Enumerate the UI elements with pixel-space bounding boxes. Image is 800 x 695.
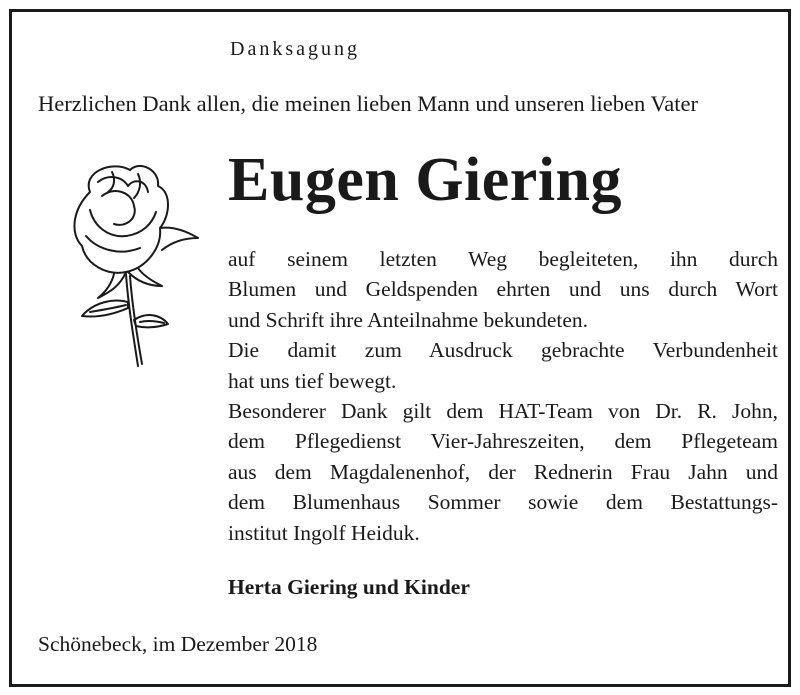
obituary-notice <box>9 9 791 687</box>
message-line: und Schrift ihre Anteilnahme bekundeten. <box>228 307 589 332</box>
message-line: Besonderer Dank gilt dem HAT-Team von Dr. R. John, <box>228 398 778 423</box>
message-line: dem Pflegedienst Vier-Jahreszeiten, dem Pflegeteam <box>228 429 778 454</box>
message-line: institut Ingolf Heiduk. <box>228 520 420 545</box>
heading: Danksagung <box>230 38 360 60</box>
place-date: Schönebeck, im Dezember 2018 <box>38 632 318 656</box>
rose-icon <box>42 152 202 372</box>
message-line: Blumen und Geldspenden ehrten und uns durch Wort <box>228 277 778 302</box>
deceased-name: Eugen Giering <box>228 146 623 214</box>
message-line: dem Blumenhaus Sommer sowie dem Bestattungs- <box>228 490 778 515</box>
message-line: auf seinem letzten Weg begleiteten, ihn durch <box>228 247 778 271</box>
message-line: aus dem Magdalenenhof, der Rednerin Frau Jahn und <box>228 459 778 484</box>
intro-text: Herzlichen Dank allen, die meinen lieben Mann und unseren lieben Vater <box>38 91 698 116</box>
message-body <box>228 244 778 548</box>
signature: Herta Giering und Kinder <box>228 575 470 599</box>
message-line: hat uns tief bewegt. <box>228 368 397 393</box>
message-line: Die damit zum Ausdruck gebrachte Verbundenheit <box>228 338 778 363</box>
